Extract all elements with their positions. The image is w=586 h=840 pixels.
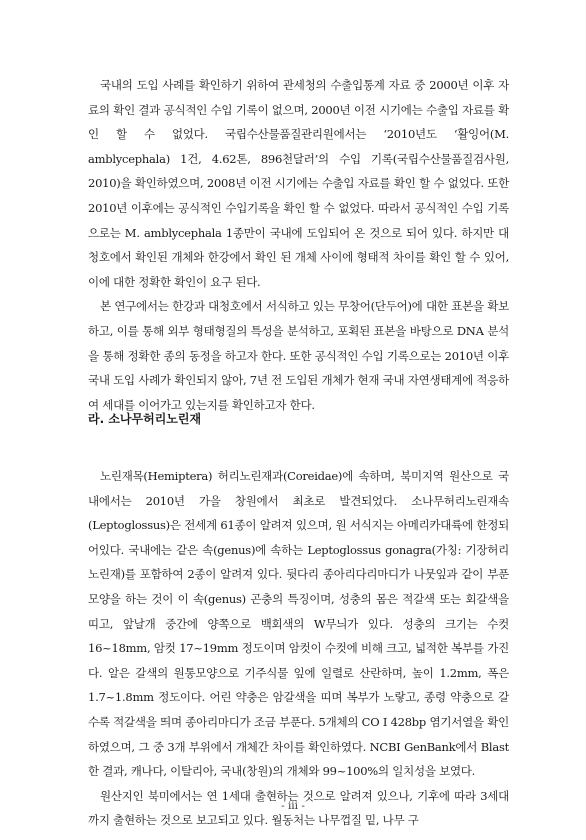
paragraph: 원산지인 북미에서는 연 1세대 출현하는 것으로 알려져 있으나, 기후에 따라 3세대까지 출현하는 것으로 보고되고 있다. 월동처는 나무껍질 밑, 나무 구 [88, 788, 509, 828]
paragraph: 본 연구에서는 한강과 대청호에서 서식하고 있는 무창어(단두어)에 대한 표본을 확보하고, 이를 통해 외부 형태형질의 특성을 분석하고, 포획된 표본을 바탕으로 DNA 분석을 통해 정확한 종의 동정을 하고자 한다. 또한 공식적인 수입 기록으로는 2010년 이후 국내 도입 사례가 확인되지 않아, 7년 전 도입된 개체가 현재 국내 자연생태계에 적응하여 세대를 이어가고 있는지를 확인하고자 한다. [88, 299, 509, 412]
paragraph: 국내의 도입 사례를 확인하기 위하여 관세청의 수출입통계 자료 중 2000년 이후 자료의 확인 결과 공식적인 수입 기록이 없으며, 2000년 이전 시기에는 수출입 자료를 확인 할 수 없었다. 국립수산물품질관리원에서는 ‘2010년도 ‘활잉어(M. amblycephala) 1건, 4.62톤, 896천달러’의 수입 기록(국립수산물품질검사원, 2010)을 확인하였으며, 2008년 이전 시기에는 수출입 자료를 확인 할 수 없었다. 또한 2010년 이후에는 공식적인 수입기록을 확인 할 수 없었다. 따라서 공식적인 수입 기록으로는 M. amblycephala 1종만이 국내에 도입되어 온 것으로 되어 있다. 하지만 대청호에서 확인된 개체와 한강에서 확인 된 개체 사이에 형태적 차이를 확인 할 수 있어, 이에 대한 정확한 확인이 요구 된다. [88, 78, 509, 289]
body-block-top [88, 73, 509, 417]
page-number: - iii - [281, 800, 305, 812]
section-heading: 라. 소나무허리노린재 [88, 412, 202, 426]
paragraph: 노린재목(Hemiptera) 허리노린재과(Coreidae)에 속하며, 북미지역 원산으로 국내에서는 2010년 가을 창원에서 최초로 발견되었다. 소나무허리노린재속(Leptoglossus)은 전세계 61종이 알려져 있으며, 원 서식지는 아메리카대륙에 한정되어있다. 국내에는 같은 속(genus)에 속하는 Leptoglossus gonagra(가칭: 기장허리노린재)를 포함하여 2종이 알려져 있다. 뒷다리 종아리다리마디가 나뭇잎과 같이 부푼 모양을 하는 것이 이 속(genus) 곤충의 특징이며, 성충의 몸은 적갈색 또는 회갈색을 띠고, 앞날개 중간에 양쪽으로 백회색의 W무늬가 있다. 성충의 크기는 수컷 16~18mm, 암컷 17~19mm 정도이며 암컷이 수컷에 비해 크고, 넓적한 복부를 가진다. 알은 갈색의 원통모양으로 기주식물 잎에 일렬로 산란하며, 높이 1.2mm, 폭은 1.7~1.8mm 정도이다. 어린 약충은 암갈색을 띠며 복부가 노랗고, 종령 약충으로 갈수록 적갈색을 띄며 종아리마디가 조금 부푼다. 5개체의 CO I 428bp 염기서열을 확인하였으며, 그 중 3개 부위에서 개체간 차이를 확인하였다. NCBI GenBank에서 Blast한 결과, 캐나다, 이탈리아, 국내(창원)의 개체와 99~100%의 일치성을 보였다. [88, 469, 509, 779]
body-block-bottom [88, 464, 509, 833]
